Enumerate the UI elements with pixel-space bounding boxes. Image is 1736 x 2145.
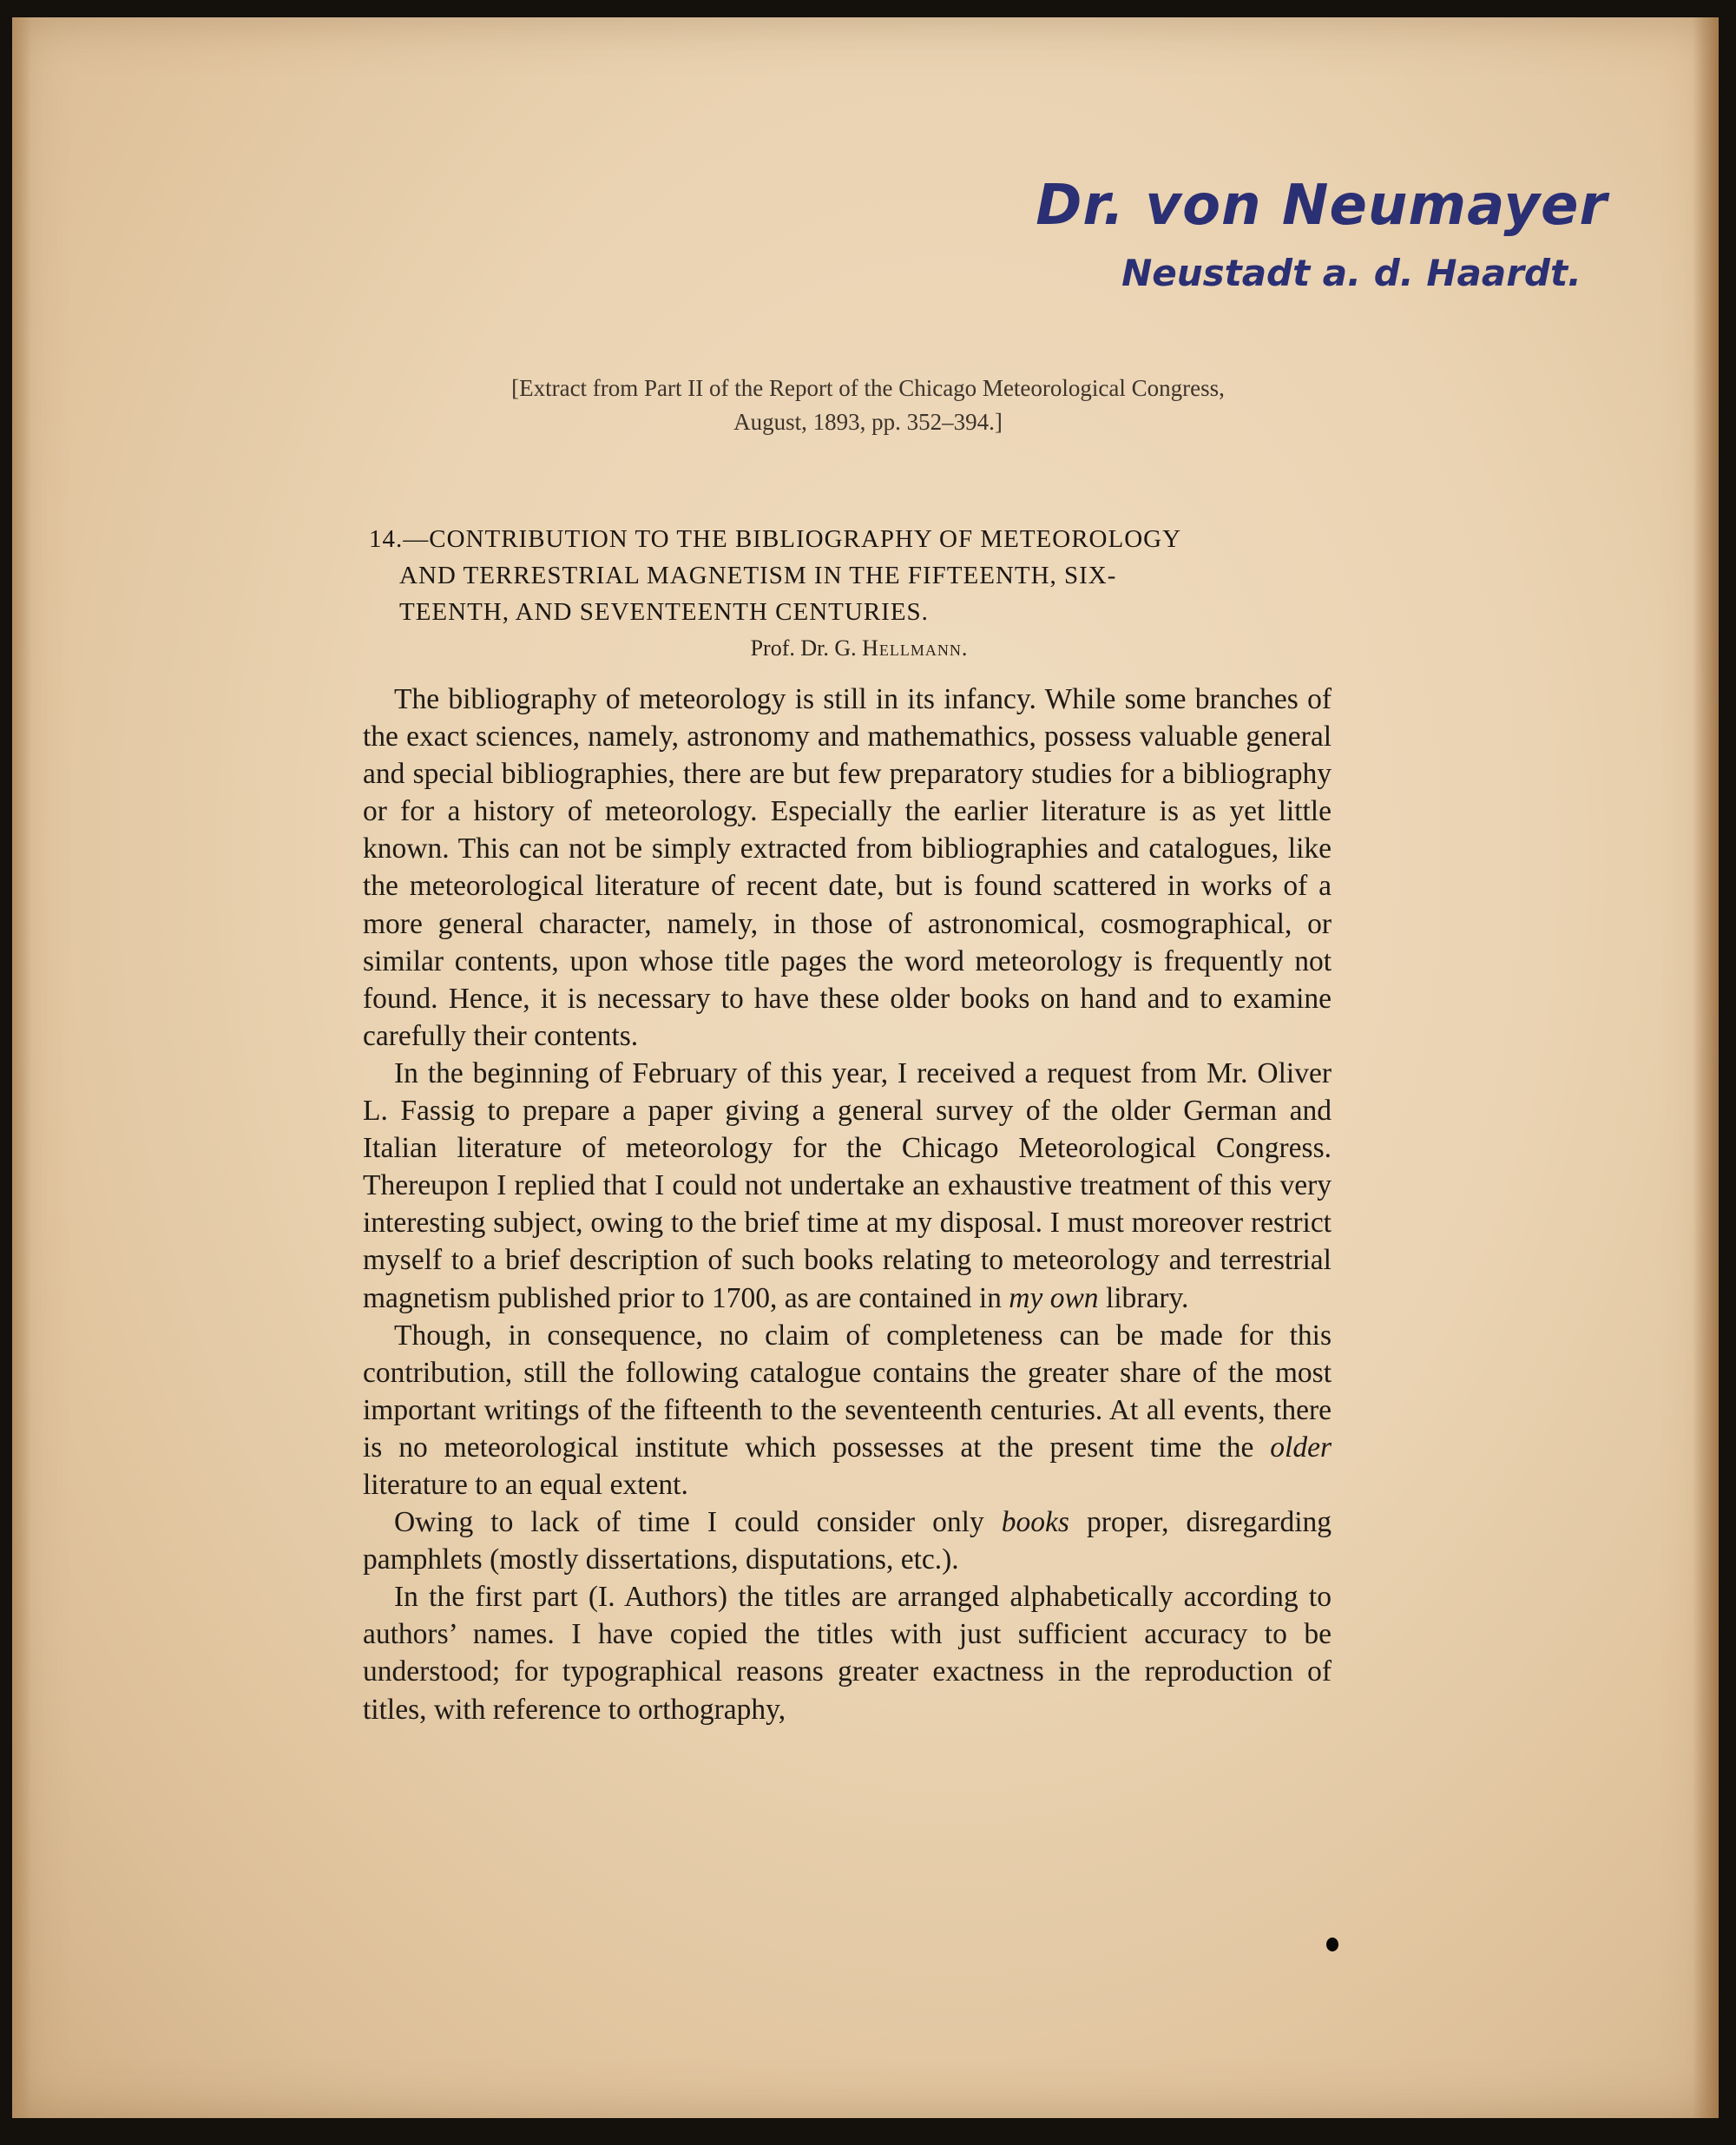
author-byline <box>365 635 1354 661</box>
byline-prefix: Prof. Dr. G. <box>750 635 857 661</box>
paragraph-5: In the first part (I. Authors) the titles are arranged alphabetically according to authors’ names. I have copied the titles with just sufficient accuracy to be understood; for typographical reasons greater exactness in the reproduction of titles, with reference to orthography, <box>363 1581 1332 1726</box>
paragraph-4-emphasis: books <box>1001 1506 1069 1539</box>
paragraph-4 <box>363 1503 1332 1578</box>
paragraph-3-emphasis: older <box>1270 1431 1332 1464</box>
extract-line-1: [Extract from Part II of the Report of the Chicago Meteorological Congress, <box>511 375 1225 401</box>
owner-stamp-name: Dr. von Neumayer <box>1036 174 1608 238</box>
article-heading <box>369 521 1337 630</box>
paragraph-3-end: literature to an equal extent. <box>363 1468 688 1501</box>
paragraph-1: The bibliography of meteorology is still in its infancy. While some branches of the exact sciences, namely, astronomy and mathemathics, possess valuable general and special bibliographies, there are but few preparatory studies for a bibliography or for a history of meteorology. Especially the earlier literature is as yet little known. This can not be simply extracted from bibliographies and catalogues, like the meteorological literature of recent date, but is found scattered in works of a more general character, namely, in those of astronomical, cosmographical, or similar contents, upon whose title pages the word meteorology is frequently not found. Hence, it is necessary to have these older books on hand and to examine carefully their contents. <box>363 683 1332 1052</box>
extract-note <box>365 372 1371 439</box>
paragraph-3 <box>363 1317 1332 1503</box>
byline-author-name: Hellmann. <box>862 635 969 661</box>
paragraph-2-text: In the beginning of February of this year, I received a request from Mr. Oliver L. Fassig to prepare a paper giving a general survey of the older German and Italian literature of meteorology for the Chicago Meteorological Congress. Thereupon I replied that I could not undertake an exhaustive treatment of this very interesting subject, owing to the brief time at my disposal. I must moreover restrict myself to a brief description of such books relating to meteorology and terrestrial magnetism published prior to 1700, as are contained in <box>363 1056 1332 1314</box>
page-left-edge <box>12 17 31 2118</box>
paragraph-4-end: proper, disregarding pamphlets (mostly dissertations, disputations, etc.). <box>363 1506 1332 1576</box>
heading-line-2: AND TERRESTRIAL MAGNETISM IN THE FIFTEENTH, SIX- <box>399 562 1117 589</box>
article-body <box>363 681 1332 1728</box>
heading-line-3: TEENTH, AND SEVENTEENTH CENTURIES. <box>399 598 929 626</box>
paragraph-2-emphasis: my own <box>1009 1281 1099 1314</box>
paragraph-3-text: Though, in consequence, no claim of completeness can be made for this contribution, still the following catalogue contains the greater share of the most important writings of the fifteenth to the seventeenth centuries. At all events, there is no meteorological institute which possesses at the present time the <box>363 1319 1332 1464</box>
heading-line-1: 14.—CONTRIBUTION TO THE BIBLIOGRAPHY OF METEOROLOGY <box>369 525 1182 553</box>
paragraph-2-end: library. <box>1105 1281 1189 1314</box>
owner-stamp-city: Neustadt a. d. Haardt. <box>1121 252 1581 294</box>
ink-dot-mark <box>1326 1938 1338 1951</box>
paragraph-2 <box>363 1055 1332 1317</box>
page-right-edge <box>1693 17 1719 2118</box>
extract-line-2: August, 1893, pp. 352–394.] <box>733 409 1003 435</box>
paragraph-4-text: Owing to lack of time I could consider only <box>394 1506 984 1539</box>
